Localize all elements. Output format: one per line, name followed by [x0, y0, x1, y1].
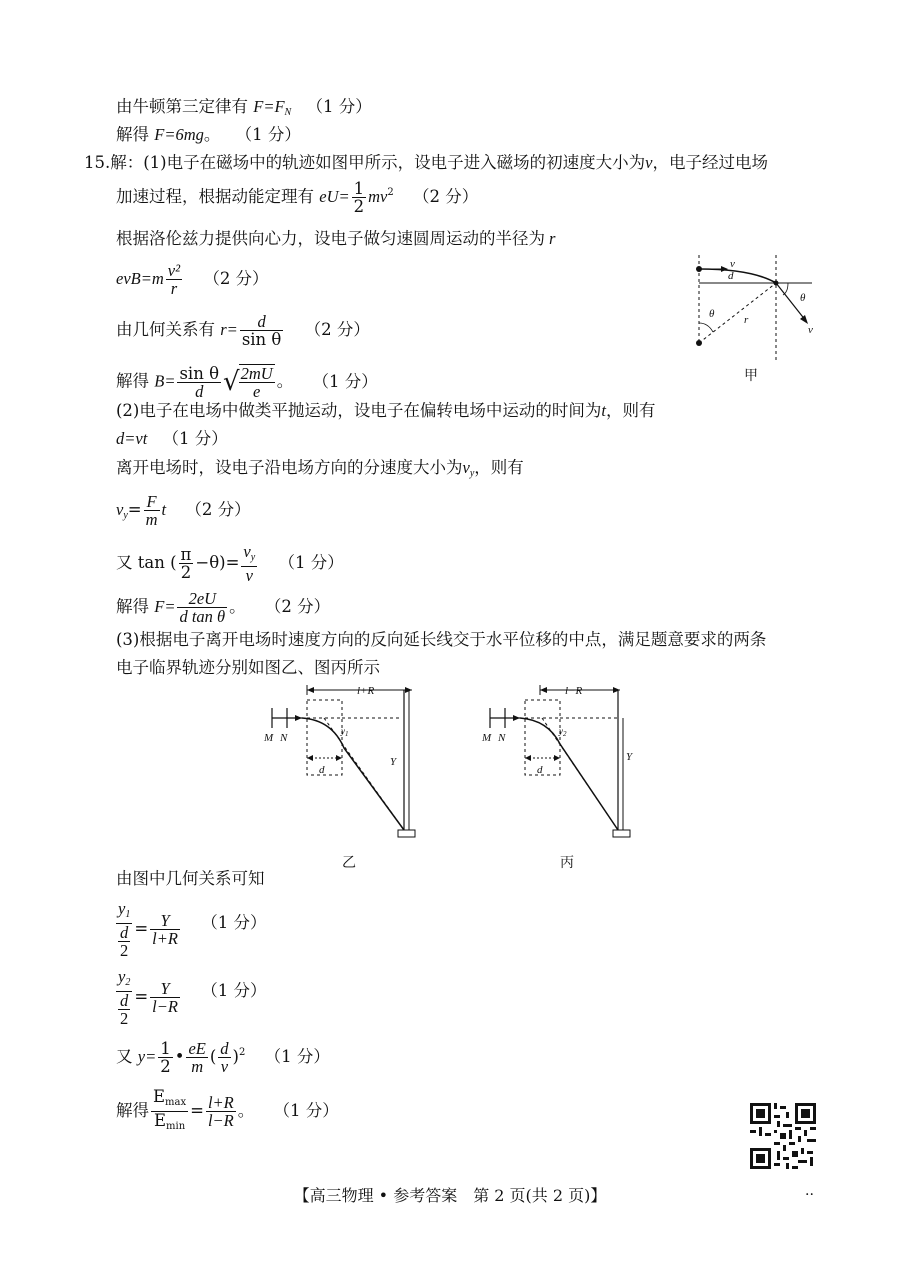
fraction: [177, 365, 221, 400]
text: 解得: [116, 371, 149, 391]
label-theta: θ: [709, 308, 715, 320]
formula: mv: [368, 187, 388, 206]
field-region: [525, 700, 560, 775]
fraction: [151, 1088, 188, 1135]
line-geometry-r: [116, 313, 370, 348]
trajectory: [302, 718, 404, 830]
numerator: 1: [160, 1039, 171, 1058]
symbol: r: [549, 229, 556, 248]
symbol: t: [601, 401, 606, 420]
label-d: d: [319, 764, 325, 776]
text: 解：(1)电子在磁场中的轨迹如图甲所示，设电子进入磁场的初速度大小为: [110, 153, 646, 172]
numerator: v: [243, 542, 251, 561]
fraction: [241, 543, 257, 584]
numerator: E: [153, 1087, 166, 1106]
denominator: 2: [160, 1057, 171, 1076]
line-geometry-intro: 由图中几何关系可知: [116, 869, 265, 888]
line-y-formula: 又 y= $\frac{1}{2}$ • $\frac{eE}{m}$ ( $\frac{d}{v}$ )$^2$ （1 分）: [116, 1039, 330, 1076]
numerator: 2mU: [240, 364, 273, 383]
score: （2 分）: [413, 187, 479, 206]
label-n: N: [280, 732, 288, 744]
line-result-f: [116, 124, 301, 146]
denominator: l−R: [207, 1111, 234, 1130]
punct: 。: [237, 1101, 255, 1120]
text: 解得: [116, 1101, 149, 1120]
sqrt: √ $\frac{2mU}{e}$: [223, 364, 273, 401]
line-vy: [116, 493, 251, 528]
denominator: v: [245, 566, 253, 585]
numerator: d: [220, 1039, 229, 1058]
fraction: [166, 262, 182, 297]
subscript: min: [166, 1121, 186, 1132]
denominator: d: [195, 381, 204, 401]
denominator: e: [252, 382, 261, 401]
fraction: [218, 1040, 230, 1075]
formula: evB=m: [116, 269, 164, 288]
formula: d=vt: [116, 429, 148, 448]
angle-arc-left: [699, 323, 713, 332]
label-v: v: [730, 258, 735, 270]
trajectory-arc: [699, 269, 776, 283]
text: 由几何关系有: [116, 320, 215, 339]
formula: t: [161, 500, 167, 519]
label-v: v: [808, 324, 813, 336]
exponent: 2: [387, 187, 394, 198]
numerator: v²: [167, 261, 181, 280]
complex-fraction: [116, 968, 132, 1027]
arrowhead: [307, 755, 313, 761]
denominator: d tan θ: [179, 607, 226, 626]
numerator: 1: [353, 179, 365, 198]
denominator: d: [118, 992, 130, 1010]
figure-bing-caption: 丙: [560, 855, 574, 871]
figure-jia-caption: 甲: [744, 368, 758, 384]
line-result-e: [116, 1088, 339, 1135]
label-y1: $y_1$: [341, 726, 349, 738]
fraction: [239, 364, 275, 400]
fraction: [240, 313, 284, 348]
score: （1 分）: [273, 1101, 339, 1120]
label-l-minus-r: l−R: [565, 685, 583, 697]
fraction: [206, 1094, 236, 1129]
numerator: sin θ: [179, 363, 220, 383]
center-point: [696, 340, 702, 346]
denominator: d: [118, 924, 130, 942]
subscript: y: [250, 552, 256, 563]
fraction: [144, 493, 160, 528]
text: 根据洛伦兹力提供向心力，设电子做匀速圆周运动的半径为: [116, 229, 545, 248]
denominator: 2: [353, 197, 365, 216]
fraction: [150, 912, 180, 947]
subscript: y: [123, 510, 128, 521]
numerator: Y: [150, 912, 180, 930]
trajectory: [520, 718, 618, 830]
fraction: [177, 590, 227, 625]
arrowhead: [800, 315, 808, 324]
score: （1 分）: [278, 553, 344, 572]
subscript: N: [284, 107, 292, 118]
numerator: y: [118, 899, 126, 918]
denominator: v: [220, 1057, 229, 1076]
text: 解得: [116, 597, 149, 616]
subscript: 2: [125, 977, 131, 988]
label-m: M: [264, 732, 274, 744]
text: ，则有: [605, 401, 656, 420]
label-m: M: [482, 732, 492, 744]
question-number: 15.: [84, 153, 111, 172]
label-y2: $y_2$: [559, 726, 567, 738]
formula: −θ)=: [195, 553, 240, 572]
arrowhead: [554, 755, 560, 761]
score: （1 分）: [201, 913, 267, 932]
line-result-f2: [116, 590, 330, 625]
label-y: Y: [390, 756, 397, 768]
line-part2: [116, 400, 655, 422]
denominator: sin θ: [241, 330, 282, 349]
punct: 。: [203, 125, 221, 144]
back-extension: [324, 718, 404, 830]
text: 解得: [116, 125, 149, 144]
screen-base: [398, 830, 415, 837]
arrowhead: [525, 755, 531, 761]
line-newton-third-law: [116, 96, 372, 124]
denominator: m: [191, 1057, 204, 1076]
label-l-plus-r: l+R: [357, 685, 375, 697]
numerator: Y: [150, 980, 180, 998]
page-footer: [0, 1183, 900, 1206]
text: 加速过程，根据动能定理有: [116, 187, 314, 206]
formula: F=F: [253, 97, 285, 116]
complex-fraction: [116, 900, 132, 959]
punct: 。: [276, 371, 294, 391]
line-evb: [116, 262, 269, 297]
line-result-b: [116, 364, 378, 400]
q15-header: [84, 152, 768, 174]
subscript: max: [165, 1097, 187, 1108]
numerator: y: [118, 967, 126, 986]
numerator: d: [240, 313, 284, 331]
label-theta: θ: [800, 292, 806, 304]
text: 由牛顿第三定律有: [116, 97, 248, 116]
exponent: 2: [238, 1047, 246, 1058]
denominator: 2: [120, 1009, 129, 1028]
symbol: v: [462, 458, 470, 477]
text: ，则有: [474, 458, 524, 477]
line-vy-intro: [116, 457, 524, 485]
symbol: v: [645, 153, 653, 172]
score: （2 分）: [264, 597, 331, 616]
arrowhead: [307, 687, 314, 693]
score: （1 分）: [235, 125, 301, 144]
back-extension: [542, 718, 618, 830]
line-f1: $y_1$ d 2 = $\frac{Y}{l+R}$ （1 分）: [118, 899, 267, 960]
fraction: [158, 1040, 173, 1075]
fraction: [186, 1040, 207, 1075]
numerator: eE: [188, 1039, 206, 1058]
denominator: r: [170, 279, 178, 298]
figure-jia: [680, 255, 820, 380]
text: ，电子经过电场: [652, 153, 768, 172]
line-f2: $y_2$ d 2 = $\frac{Y}{l-R}$ （1 分）: [118, 967, 267, 1028]
field-region: [307, 700, 342, 775]
numerator: π: [180, 545, 192, 564]
text: 离开电场时，设电子沿电场方向的分速度大小为: [116, 458, 463, 477]
numerator: l+R: [207, 1093, 234, 1112]
denominator: 2: [120, 941, 129, 960]
formula: F=6mg: [154, 125, 204, 144]
fraction: [150, 980, 180, 1015]
score: （1 分）: [201, 981, 267, 1000]
label-y: Y: [626, 751, 633, 763]
score: （1 分）: [162, 429, 228, 448]
numerator: 2eU: [177, 590, 227, 608]
line-part3b: 电子临界轨迹分别如图乙、图丙所示: [116, 658, 380, 677]
numerator: F: [144, 493, 160, 511]
fraction: [179, 546, 194, 581]
score: （1 分）: [264, 1047, 330, 1066]
label-d: d: [728, 270, 734, 282]
label-n: N: [498, 732, 506, 744]
score: （2 分）: [185, 500, 251, 519]
formula: =: [127, 500, 142, 519]
arrowhead: [540, 687, 547, 693]
subscript: 1: [125, 909, 131, 920]
line-d-vt: [116, 428, 228, 450]
formula: r=: [220, 320, 238, 339]
formula: eU=: [319, 187, 350, 206]
formula: 又 tan (: [116, 553, 177, 572]
formula: v: [116, 500, 124, 519]
denominator: m: [145, 510, 158, 529]
arrowhead: [613, 687, 620, 693]
formula: F=: [154, 597, 176, 616]
figure-yi-caption: 乙: [342, 855, 356, 871]
formula: =: [190, 1101, 204, 1120]
subscript: y: [469, 468, 475, 479]
line-part3a: (3)根据电子离开电场时速度方向的反向延长线交于水平位移的中点，满足题意要求的两条: [116, 630, 767, 649]
formula: B=: [154, 371, 176, 391]
footer-text: 【高三物理 • 参考答案 第 2 页(共 2 页)】: [293, 1186, 607, 1205]
punct: 。: [229, 597, 246, 616]
text: 又: [116, 1047, 133, 1066]
label-d: d: [537, 764, 543, 776]
text: (2)电子在电场中做类平抛运动，设电子在偏转电场中运动的时间为: [116, 401, 602, 420]
score: （1 分）: [306, 97, 372, 116]
denominator: E: [153, 1111, 167, 1130]
line-tan: [116, 543, 344, 584]
dot: •: [174, 1047, 185, 1066]
denominator: l+R: [152, 929, 178, 948]
formula: y=: [137, 1047, 157, 1066]
score: （2 分）: [304, 320, 370, 339]
label-r: r: [744, 314, 749, 326]
fraction: [352, 180, 367, 215]
denominator: l−R: [152, 997, 178, 1016]
screen-base: [613, 830, 630, 837]
qr-code-icon: [750, 1103, 816, 1169]
figure-yi: [262, 680, 422, 840]
arrowhead: [513, 715, 520, 721]
line-kinetic-energy: [116, 180, 478, 215]
line-lorentz: [116, 228, 555, 250]
score: （2 分）: [203, 269, 269, 288]
arrowhead: [336, 755, 342, 761]
arrowhead: [295, 715, 302, 721]
footer-dots: ..: [805, 1183, 814, 1199]
denominator: 2: [180, 563, 192, 582]
figure-bing: [480, 680, 640, 840]
score: （1 分）: [312, 371, 378, 391]
